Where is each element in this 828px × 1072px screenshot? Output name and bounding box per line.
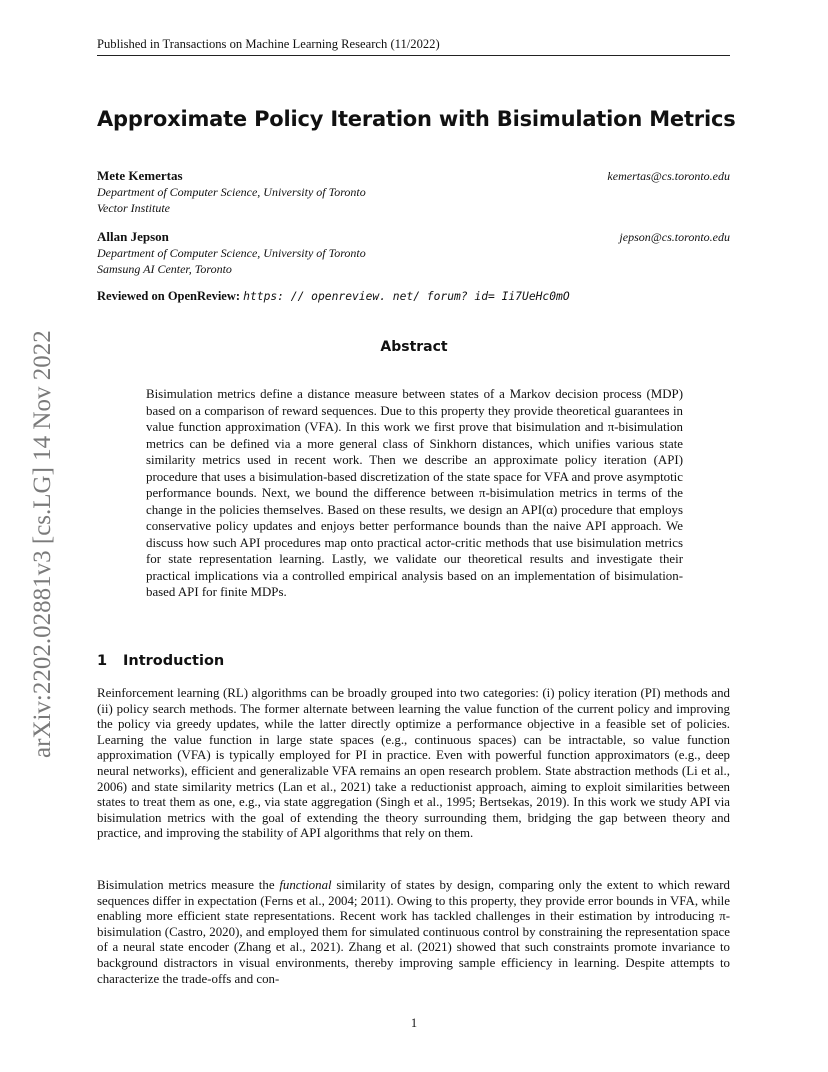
paragraph-text: similarity of states by design, comparing only the extent to which reward sequences differ in expectation (Ferns et al., 2004; 2011). Owing to this property, they provide error bounds in VFA, while enabling more efficient state representations. Recent work has tackled challenges in their estimation by introducing π-bisimulation (Castro, 2020), and employed them for simulated continuous control by constraining the representation space of a neural state encoder (Zhang et al., 2021). Zhang et al. (2021) showed that such constraints promote invariance to background distractors in visual environments, thereby improving sample efficiency in learning. Despite attempts to characterize the trade-offs and con- xyxy=(97,878,730,986)
author-affiliation: Department of Computer Science, University of Toronto xyxy=(97,246,366,260)
section-title: Introduction xyxy=(123,653,225,669)
abstract-heading: Abstract xyxy=(380,339,448,355)
review-link[interactable]: https: // openreview. net/ forum? id= Ii7UeHc0mO xyxy=(243,290,570,303)
author-email[interactable]: kemertas@cs.toronto.edu xyxy=(607,169,730,183)
body-paragraph xyxy=(97,878,730,987)
section-number: 1 xyxy=(97,653,108,669)
author-name: Allan Jepson xyxy=(97,229,169,244)
emphasis-text: functional xyxy=(279,878,332,892)
author-name: Mete Kemertas xyxy=(97,168,183,183)
abstract-text: Bisimulation metrics define a distance measure between states of a Markov decision process (MDP) based on a comparison of reward sequences. Due to this property they provide theoretical guarantees in value function approximation (VFA). In this work we first prove that bisimulation and π-bisimulation metrics can be defined via a more general class of Sinkhorn distances, which unifies various state similarity metrics used in recent work. Then we describe an approximate policy iteration (API) procedure that uses a bisimulation-based discretization of the state space for VFA and prove asymptotic performance bounds. Next, we bound the difference between π-bisimulation metrics in terms of the change in the policies themselves. Based on these results, we design an API(α) procedure that employs conservative policy updates and enjoys better performance bounds than the naive API approach. We discuss how such API procedures map onto practical actor-critic methods that use bisimulation metrics for state representation learning. Lastly, we validate our theoretical results and investigate their practical implications via a controlled empirical analysis based on an implementation of bisimulation-based API for finite MDPs. xyxy=(146,387,683,599)
author-affiliation: Department of Computer Science, University of Toronto xyxy=(97,185,366,199)
section-heading xyxy=(97,653,224,669)
author-affiliation: Samsung AI Center, Toronto xyxy=(97,262,232,276)
author-block-1 xyxy=(97,168,730,216)
paragraph-text: Bisimulation metrics measure the xyxy=(97,878,280,892)
paper-title: Approximate Policy Iteration with Bisimulation Metrics xyxy=(97,107,736,131)
page-number: 1 xyxy=(410,1016,418,1030)
review-label: Reviewed on OpenReview: xyxy=(97,289,241,303)
review-line xyxy=(97,288,570,305)
arxiv-identifier-stamp[interactable]: arXiv:2202.02881v3 [cs.LG] 14 Nov 2022 xyxy=(29,330,56,758)
author-block-2 xyxy=(97,229,730,277)
author-email[interactable]: jepson@cs.toronto.edu xyxy=(619,230,730,244)
running-header: Published in Transactions on Machine Learning Research (11/2022) xyxy=(97,36,730,56)
author-affiliation: Vector Institute xyxy=(97,201,170,215)
body-paragraph: Reinforcement learning (RL) algorithms can be broadly grouped into two categories: (i) policy iteration (PI) methods and (ii) policy search methods. The former alternate between learning the value function of the current policy and improving the policy via greedy updates, while the latter directly optimize a performance objective in a feasible set of policies. Learning the value function in large state spaces (e.g., continuous spaces) can be intractable, so value function approximation (VFA) is typically employed for PI in practice. Even with powerful function approximators (e.g., deep neural networks), efficient and generalizable VFA remains an open research problem. State abstraction methods (Li et al., 2006) and state similarity metrics (Lan et al., 2021) take a reductionist approach, aiming to exploit similarities between states to treat them as one, e.g., via state aggregation (Singh et al., 1995; Bertsekas, 2019). In this work we study API via bisimulation metrics with the goal of extending the theory surrounding them, bridging the gap between theory and practice, and improving the stability of API algorithms that rely on them. xyxy=(97,686,730,841)
